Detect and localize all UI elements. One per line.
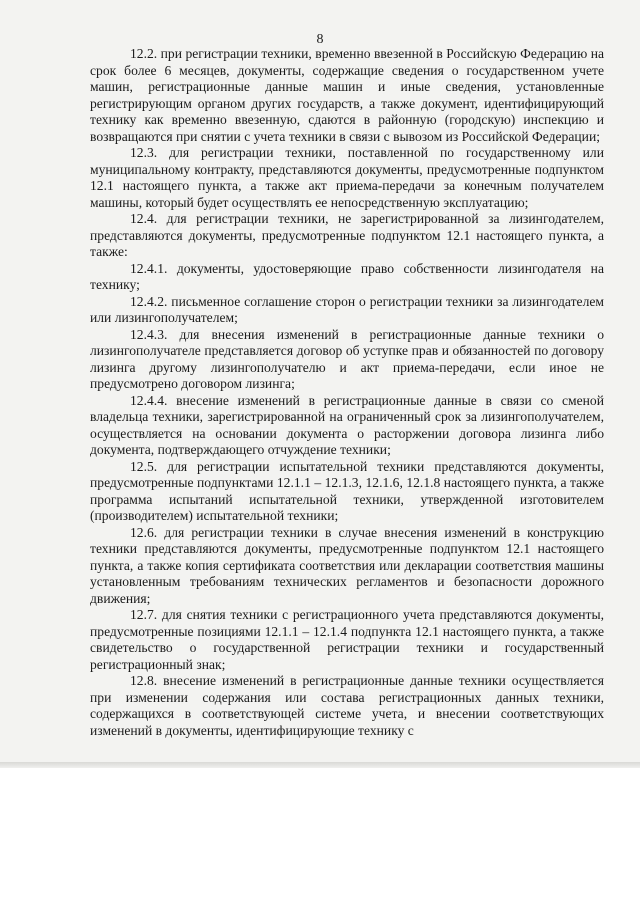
paragraph-12-7: 12.7. для снятия техники с регистрационного учета представляются документы, предусмотренные позициями 12.1.1 – 12.1.4 подпункта 12.1 настоящего пункта, а также свидетельство о государственной регистрации техники и государственный регистрационный знак; xyxy=(90,607,604,672)
paragraph-12-3: 12.3. для регистрации техники, поставленной по государственному или муниципальному контракту, представляются документы, предусмотренные подпунктом 12.1 настоящего пункта, а также акт приема-передачи за конечным получателем машины, который будет осуществлять ее непосредственную эксплуатацию; xyxy=(90,145,604,210)
paragraph-12-8: 12.8. внесение изменений в регистрационные данные техники осуществляется при изменении содержания или состава регистрационных данных техники, содержащихся в соответствующей системе учета, и внесении соответствующих изменений в документы, идентифицирующие технику с xyxy=(90,673,604,738)
paragraph-12-5: 12.5. для регистрации испытательной техники представляются документы, предусмотренные подпунктами 12.1.1 – 12.1.3, 12.1.6, 12.1.8 настоящего пункта, а также программа испытаний испытательной техники, утвержденной изготовителем (производителем) испытательной техники; xyxy=(90,458,604,523)
paragraph-12-2: 12.2. при регистрации техники, временно ввезенной в Российскую Федерацию на срок более 6 месяцев, документы, содержащие сведения о государственном учете машин, регистрационные данные машин и иные сведения, установленные регистрирующим органом других государств, а также документ, идентифицирующий технику как временно ввезенную, сдаются в районную (городскую) инспекцию и возвращаются при снятии с учета техники в связи с вывозом из Российской Федерации; xyxy=(90,46,604,144)
paragraph-12-6: 12.6. для регистрации техники в случае внесения изменений в конструкцию техники представляются документы, предусмотренные подпунктом 12.1 настоящего пункта, а также копия сертификата соответствия или декларации соответствия машины установленным требованиям технических регламентов и безопасности дорожного движения; xyxy=(90,524,604,606)
paragraph-12-4: 12.4. для регистрации техники, не зарегистрированной за лизингодателем, представляются документы, предусмотренные подпунктом 12.1 настоящего пункта, а также: xyxy=(90,211,604,259)
document-body xyxy=(90,46,604,739)
paragraph-12-4-4: 12.4.4. внесение изменений в регистрационные данные в связи со сменой владельца техники, зарегистрированной на ограниченный срок за лизингополучателем, осуществляется на основании документа о расторжении договора лизинга либо документа, подтверждающего отчуждение техники; xyxy=(90,392,604,457)
paragraph-12-4-2: 12.4.2. письменное соглашение сторон о регистрации техники за лизингодателем или лизингополучателем; xyxy=(90,293,604,325)
paragraph-12-4-1: 12.4.1. документы, удостоверяющие право собственности лизингодателя на технику; xyxy=(90,260,604,292)
scan-bottom-edge xyxy=(0,762,640,768)
page-number: 8 xyxy=(316,32,324,47)
paragraph-12-4-3: 12.4.3. для внесения изменений в регистрационные данные техники о лизингополучателе представляется договор об уступке прав и обязанностей по договору лизинга другому лизингополучателю и акт приема-передачи, если иное не предусмотрено договором лизинга; xyxy=(90,326,604,391)
